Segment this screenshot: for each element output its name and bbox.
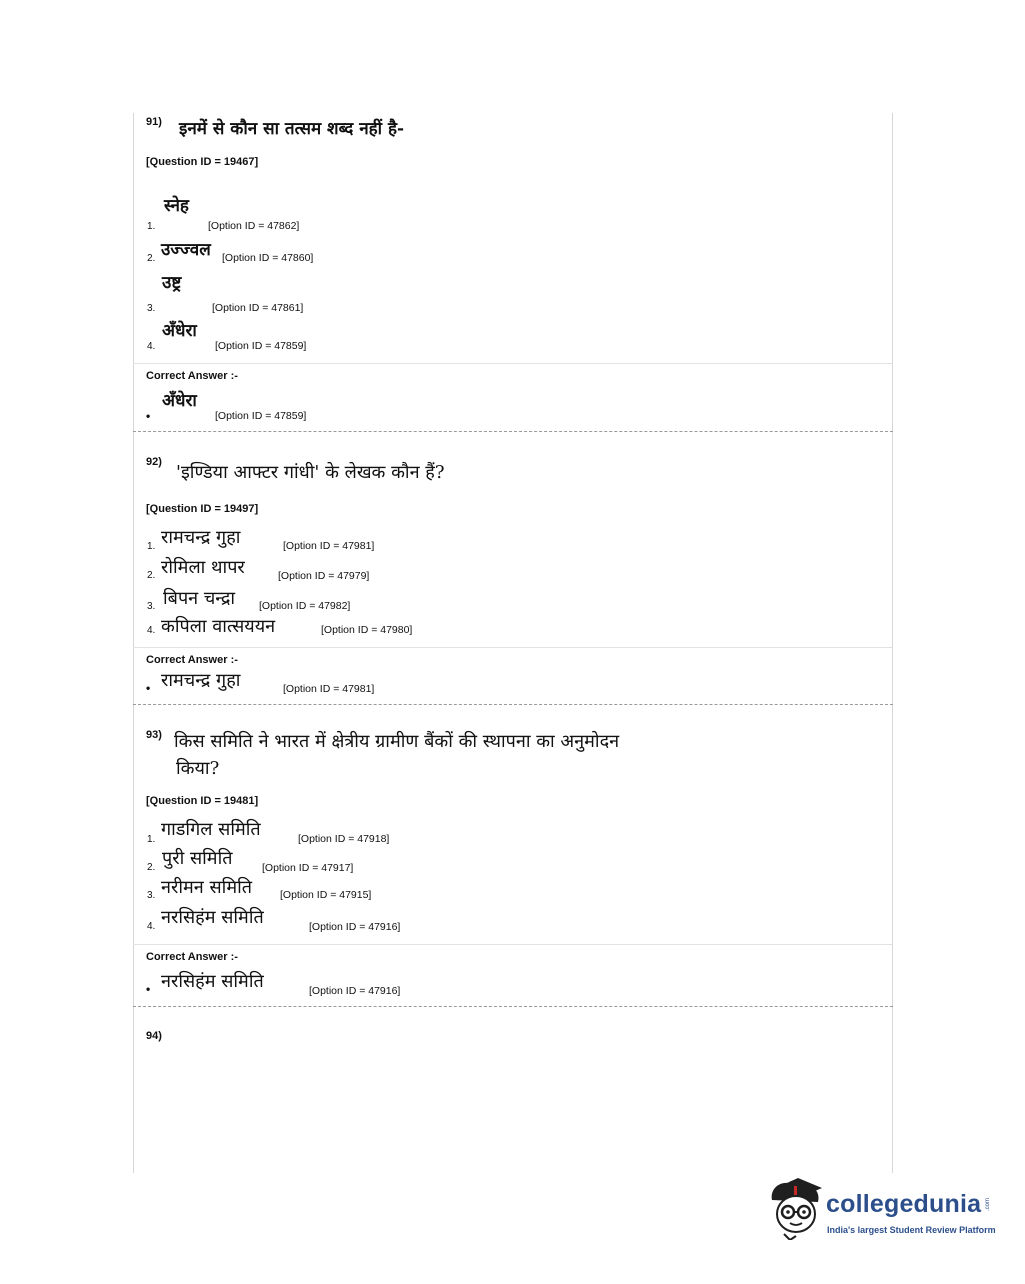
option-id: [Option ID = 47916]: [309, 921, 401, 933]
section-divider: [133, 647, 893, 648]
option-text: गाडगिल समिति: [161, 819, 261, 840]
option-id: [Option ID = 47861]: [212, 302, 304, 314]
option-text: पुरी समिति: [162, 848, 233, 869]
option-text: कपिला वात्सययन: [161, 616, 276, 637]
option-number: 1.: [147, 221, 156, 232]
logo-tagline: India's largest Student Review Platform: [827, 1225, 996, 1235]
brand-logo: [766, 1176, 996, 1246]
correct-answer-id: [Option ID = 47916]: [309, 985, 401, 997]
question-text: 'इण्डिया आफ्टर गांधी' के लेखक कौन हैं?: [176, 462, 445, 483]
correct-answer-label: Correct Answer :-: [146, 951, 238, 963]
mascot-icon: [766, 1176, 826, 1240]
correct-answer-bullet: •: [146, 681, 151, 695]
option-id: [Option ID = 47980]: [321, 624, 413, 636]
question-separator: [133, 431, 893, 432]
question-id: [Question ID = 19497]: [146, 503, 259, 515]
question-separator: [133, 1006, 893, 1007]
logo-wordmark: collegedunia: [826, 1190, 982, 1218]
option-text: रामचन्द्र गुहा: [161, 527, 241, 548]
section-divider: [133, 944, 893, 945]
option-id: [Option ID = 47979]: [278, 570, 370, 582]
question-text-line2: किया?: [176, 758, 220, 779]
correct-answer-id: [Option ID = 47859]: [215, 410, 307, 422]
correct-answer-id: [Option ID = 47981]: [283, 683, 375, 695]
question-id: [Question ID = 19481]: [146, 795, 259, 807]
correct-answer-text: अँधेरा: [162, 391, 197, 411]
option-text: अँधेरा: [162, 321, 197, 341]
option-id: [Option ID = 47860]: [222, 252, 314, 264]
correct-answer-bullet: •: [146, 982, 151, 996]
option-id: [Option ID = 47982]: [259, 600, 351, 612]
option-id: [Option ID = 47915]: [280, 889, 372, 901]
option-number: 3.: [147, 890, 156, 901]
question-separator: [133, 704, 893, 705]
question-number: 93): [146, 729, 162, 741]
option-number: 1.: [147, 834, 156, 845]
option-number: 2.: [147, 570, 156, 581]
option-text: उज्ज्वल: [161, 240, 211, 260]
option-text: नरसिहंम समिति: [161, 907, 264, 928]
option-text: स्नेह: [164, 196, 189, 216]
question-text: इनमें से कौन सा तत्सम शब्द नहीं है-: [179, 119, 405, 139]
option-number: 4.: [147, 921, 156, 932]
page-frame-right: [892, 113, 893, 1173]
option-number: 4.: [147, 625, 156, 636]
question-number: 94): [146, 1030, 162, 1042]
option-id: [Option ID = 47981]: [283, 540, 375, 552]
page-frame-left: [133, 113, 134, 1173]
logo-domain-suffix: .com: [985, 1198, 991, 1212]
correct-answer-bullet: •: [146, 409, 151, 423]
option-text: रोमिला थापर: [161, 557, 245, 578]
correct-answer-text: नरसिहंम समिति: [161, 971, 264, 992]
option-number: 2.: [147, 253, 156, 264]
correct-answer-text: रामचन्द्र गुहा: [161, 670, 241, 691]
question-text-line1: किस समिति ने भारत में क्षेत्रीय ग्रामीण बैंकों की स्थापना का अनुमोदन: [174, 731, 620, 752]
option-id: [Option ID = 47859]: [215, 340, 307, 352]
question-number: 91): [146, 116, 162, 128]
option-number: 4.: [147, 341, 156, 352]
correct-answer-label: Correct Answer :-: [146, 370, 238, 382]
option-id: [Option ID = 47862]: [208, 220, 300, 232]
option-number: 3.: [147, 303, 156, 314]
option-number: 3.: [147, 601, 156, 612]
question-id: [Question ID = 19467]: [146, 156, 259, 168]
correct-answer-label: Correct Answer :-: [146, 654, 238, 666]
option-text: नरीमन समिति: [161, 877, 253, 898]
option-text: बिपन चन्द्रा: [163, 588, 236, 609]
option-id: [Option ID = 47917]: [262, 862, 354, 874]
question-number: 92): [146, 456, 162, 468]
option-id: [Option ID = 47918]: [298, 833, 390, 845]
option-number: 1.: [147, 541, 156, 552]
option-number: 2.: [147, 862, 156, 873]
section-divider: [133, 363, 893, 364]
option-text: उष्ट्र: [162, 273, 182, 293]
